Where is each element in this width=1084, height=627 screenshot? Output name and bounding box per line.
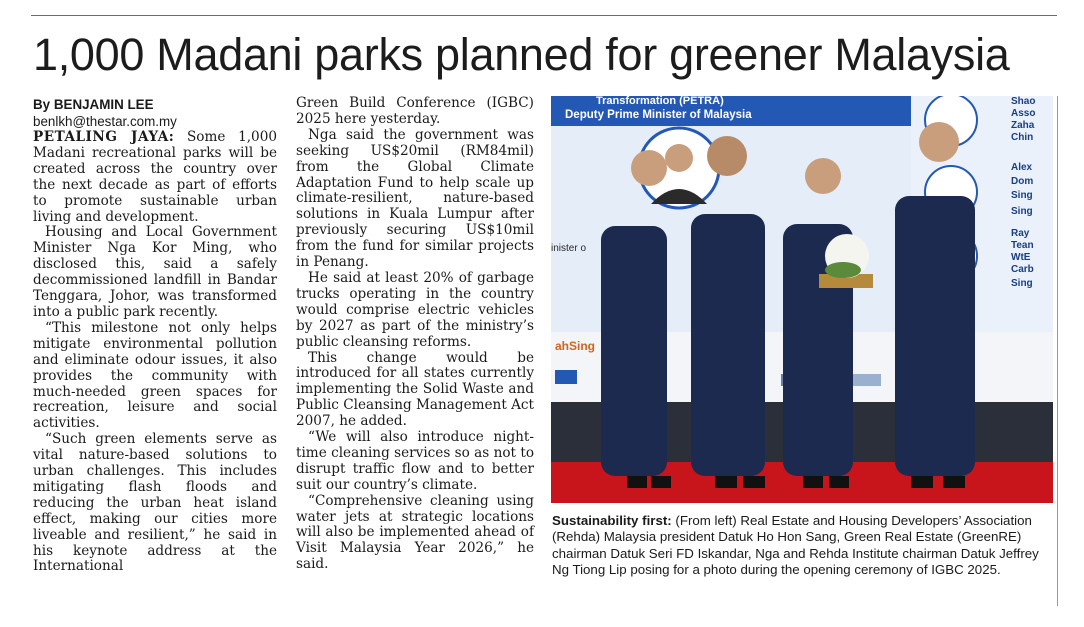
panel-text: Chin: [1011, 132, 1034, 143]
panel-text: Sing: [1011, 278, 1033, 289]
paragraph: “Such green elements serve as vital nature-based solutions to urban challenges. This includes mitigating flash floods and reducing the urban heat island effect, making our cities more liveable and resilient,” he said in his keynote address at the International: [33, 431, 277, 575]
screen-line-2: Deputy Prime Minister of Malaysia: [565, 109, 752, 121]
sponsor-text: ahSing: [555, 339, 596, 353]
panel-text: Asso: [1011, 108, 1036, 119]
portrait-face: [665, 144, 693, 172]
screen-line-1: Transformation (PETRA): [596, 96, 724, 107]
news-photo: [551, 96, 1053, 503]
panel-text: Shao: [1011, 96, 1036, 107]
panel-text: Dom: [1011, 176, 1034, 187]
paragraph: This change would be introduced for all states currently implementing the Solid Waste and Public Cleansing Management Act 2007, he added.: [296, 349, 534, 430]
article-column-2: [296, 96, 534, 573]
paragraph: “This milestone not only helps mitigate environmental pollution and eliminate odour issues, it also provides the community with much-needed green spaces for recreation, leisure and social activities.: [33, 319, 277, 432]
panel-text: WtE: [1011, 252, 1031, 263]
photo-caption: [552, 513, 1054, 578]
sponsor-logo: [851, 374, 881, 386]
panel-text: Ray: [1011, 228, 1030, 239]
paragraph: He said at least 20% of garbage trucks operating in the country would comprise electric vehicles by 2027 as part of the ministry’s public cleansing reforms.: [296, 269, 534, 350]
byline: By BENJAMIN LEE: [33, 97, 154, 112]
panel-text: Zaha: [1011, 120, 1035, 131]
dateline: PETALING JAYA:: [33, 129, 175, 145]
author-email[interactable]: benlkh@thestar.com.my: [33, 114, 177, 129]
right-column-rule: [1057, 96, 1058, 606]
paragraph: Housing and Local Government Minister Nga Kor Ming, who disclosed this, said a safely decommissioned landfill in Bandar Tenggara, Johor, was transformed into a public park recently.: [33, 224, 277, 320]
headline: 1,000 Madani parks planned for greener Malaysia: [33, 29, 1010, 80]
lead-paragraph: [33, 130, 277, 225]
paragraph-text: Some 1,000 Madani recreational parks will be created across the country over the next decade as part of efforts to promote sustainable urban living and development.: [33, 129, 278, 225]
screen-fragment: inister o: [551, 243, 587, 254]
panel-text: Sing: [1011, 190, 1033, 201]
panel-text: Alex: [1011, 162, 1033, 173]
paragraph-continuation: Green Build Conference (IGBC) 2025 here yesterday.: [296, 95, 534, 127]
top-rule: [31, 15, 1057, 16]
paragraph: “We will also introduce night-time cleaning services so as not to disrupt traffic flow and to better suit our country’s climate.: [296, 429, 534, 493]
panel-text: Tean: [1011, 240, 1034, 251]
paragraph: Nga said the government was seeking US$20mil (RM84mil) from the Global Climate Adaptation Fund to help scale up climate-resilient, nature-based solutions in Kuala Lumpur after previously securing US$10mil from the fund for similar projects in Penang.: [296, 126, 534, 271]
sponsor-logo: [555, 370, 577, 384]
panel-text: Carb: [1011, 264, 1034, 275]
caption-lead: Sustainability first:: [552, 513, 672, 528]
caption-text: (From left) Real Estate and Housing Developers’ Association (Rehda) Malaysia president Datuk Ho Hon Sang, Green Real Estate (GreenRE) chairman Datuk Seri FD Iskandar, Nga and Rehda Institute chairman Datuk Jeffrey Ng Tiong Lip posing for a photo during the opening ceremony of IGBC 2025.: [552, 513, 1039, 577]
panel-text: Sing: [1011, 206, 1033, 217]
photo-illustration: [551, 96, 1053, 503]
paragraph: “Comprehensive cleaning using water jets at strategic locations will also be implemented ahead of Visit Malaysia Year 2026,” he said.: [296, 492, 534, 573]
article-column-1: [33, 96, 277, 575]
